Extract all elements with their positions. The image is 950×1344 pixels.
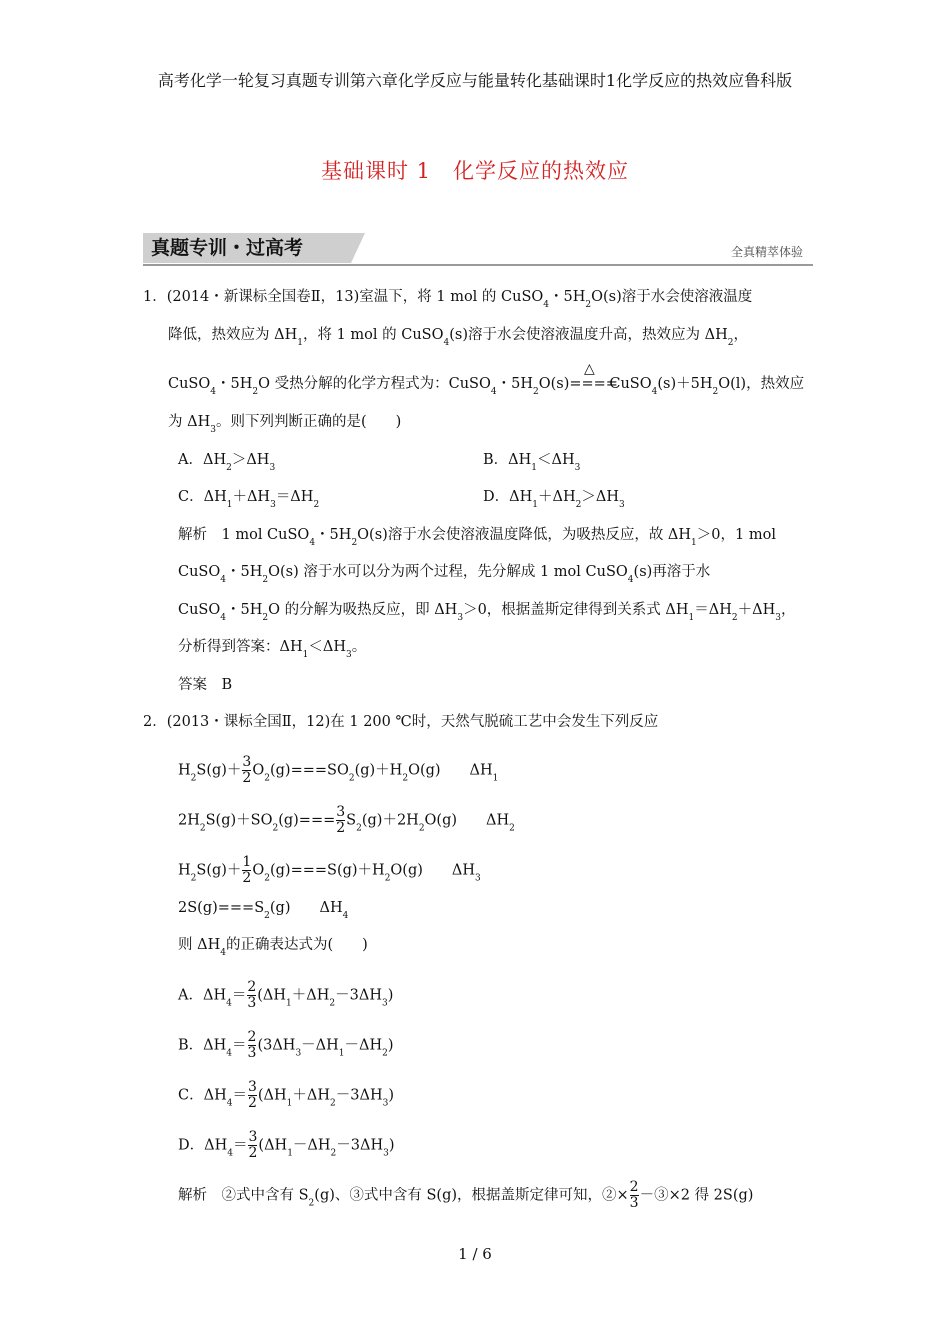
- document-title: 高考化学一轮复习真题专训第六章化学反应与能量转化基础课时1化学反应的热效应鲁科版: [157, 71, 793, 90]
- banner-label: 真题专训・过高考: [143, 233, 351, 263]
- q1-line-3: CuSO$_4$・$5H_2O$ 受热分解的化学方程式为：CuSO$_4$・$5H_2O(s)$ △ $====CuSO_4(s)+5H_2O(l)$，热效应: [168, 361, 805, 397]
- q1-analysis-line-2: CuSO$_4$・$5H_2O(s)$ 溶于水可以分为两个过程，先分解成 1 mol CuSO$_4$(s)再溶于水: [178, 564, 711, 585]
- fraction-3-2: $\frac{3}{2}$: [248, 1129, 258, 1161]
- q2-option-d: D．$\Delta H_4=$ $\frac{3}{2}$ $(\Delta H_1-\Delta H_2-3\Delta H_3)$: [178, 1129, 395, 1161]
- q2-option-b: B．$\Delta H_4=$ $\frac{2}{3}$ $(3\Delta H_3-\Delta H_1-\Delta H_2)$: [178, 1029, 394, 1061]
- q1-line-1: 1．(2014・新课标全国卷Ⅱ，13)室温下，将 1 mol 的 CuSO$_4$・$5H_2O(s)$溶于水会使溶液温度: [143, 289, 753, 310]
- q1-analysis-line-4: 分析得到答案：$\Delta H_1<\Delta H_3$。: [178, 639, 367, 660]
- fraction-2-3: $\frac{2}{3}$: [629, 1179, 639, 1211]
- q1-option-b: B．$\Delta H_1<\Delta H_3$: [483, 452, 581, 473]
- q1-analysis-line-1: 解析 1 mol CuSO$_4$・$5H_2O(s)$溶于水会使溶液温度降低，为吸热反应，故 $\Delta H_1>0$，1 mol: [178, 527, 776, 548]
- fraction-2-3: $\frac{2}{3}$: [247, 979, 257, 1011]
- fraction-2-3: $\frac{2}{3}$: [247, 1029, 257, 1061]
- q2-equation-4: $2S(g)===S_2(g)$ $\Delta H_4$: [178, 900, 349, 921]
- page-number: 1 / 6: [458, 1245, 492, 1263]
- q1-line-4: 为 $\Delta H_3$。则下列判断正确的是( ): [168, 414, 402, 435]
- q1-option-a: A．$\Delta H_2>\Delta H_3$: [178, 452, 276, 473]
- q2-equation-2: $2H_2S(g)+SO_2(g)===$ $\frac{3}{2}$ $S_2(g)+2H_2O(g)$ $\Delta H_2$: [178, 804, 515, 836]
- banner-subtitle: 全真精萃体验: [730, 245, 803, 259]
- lesson-title: 基础课时 1 化学反应的热效应: [320, 159, 630, 183]
- q2-analysis-line-1: 解析 ②式中含有 $S_2(g)$、③式中含有 S(g)，根据盖斯定律可知，②× $\frac{2}{3}$ －③×2 得 2S(g): [178, 1179, 754, 1211]
- q1-analysis-line-3: CuSO$_4$・$5H_2O$ 的分解为吸热反应，即 $\Delta H_3>0$，根据盖斯定律得到关系式 $\Delta H_1=\Delta H_2+\Delta H_3$，: [178, 602, 796, 623]
- fraction-3-2: $\frac{3}{2}$: [242, 754, 252, 786]
- delta-symbol: △: [583, 361, 595, 377]
- q2-equation-1: $H_2S(g)+$ $\frac{3}{2}$ $O_2(g)===SO_2(g)+H_2O(g)$ $\Delta H_1$: [178, 754, 499, 786]
- banner-notch: [351, 233, 365, 263]
- q2-option-a: A．$\Delta H_4=$ $\frac{2}{3}$ $(\Delta H_1+\Delta H_2-3\Delta H_3)$: [178, 979, 394, 1011]
- section-banner: [143, 233, 813, 267]
- fraction-3-2: $\frac{3}{2}$: [336, 804, 346, 836]
- banner-rule: [143, 264, 813, 266]
- q2-intro: 2．(2013・课标全国Ⅱ，12)在 1 200 ℃时，天然气脱硫工艺中会发生下列反应: [143, 714, 659, 730]
- q2-equation-3: $H_2S(g)+$ $\frac{1}{2}$ $O_2(g)===S(g)+H_2O(g)$ $\Delta H_3$: [178, 854, 481, 886]
- q2-question: 则 $\Delta H_4$的正确表达式为( ): [178, 937, 368, 958]
- q1-option-d: D．$\Delta H_1+\Delta H_2>\Delta H_3$: [483, 489, 625, 510]
- q1-line-2: 降低，热效应为 $\Delta H_1$，将 1 mol 的 CuSO$_4$(s)溶于水会使溶液温度升高，热效应为 $\Delta H_2$，: [168, 327, 748, 348]
- fraction-1-2: $\frac{1}{2}$: [242, 854, 252, 886]
- heat-arrow: △ ====: [569, 361, 618, 392]
- fraction-3-2: $\frac{3}{2}$: [247, 1079, 257, 1111]
- q2-option-c: C．$\Delta H_4=$ $\frac{3}{2}$ $(\Delta H_1+\Delta H_2-3\Delta H_3)$: [178, 1079, 394, 1111]
- q1-answer: 答案 B: [178, 677, 233, 693]
- q1-option-c: C．$\Delta H_1+\Delta H_3=\Delta H_2$: [178, 489, 320, 510]
